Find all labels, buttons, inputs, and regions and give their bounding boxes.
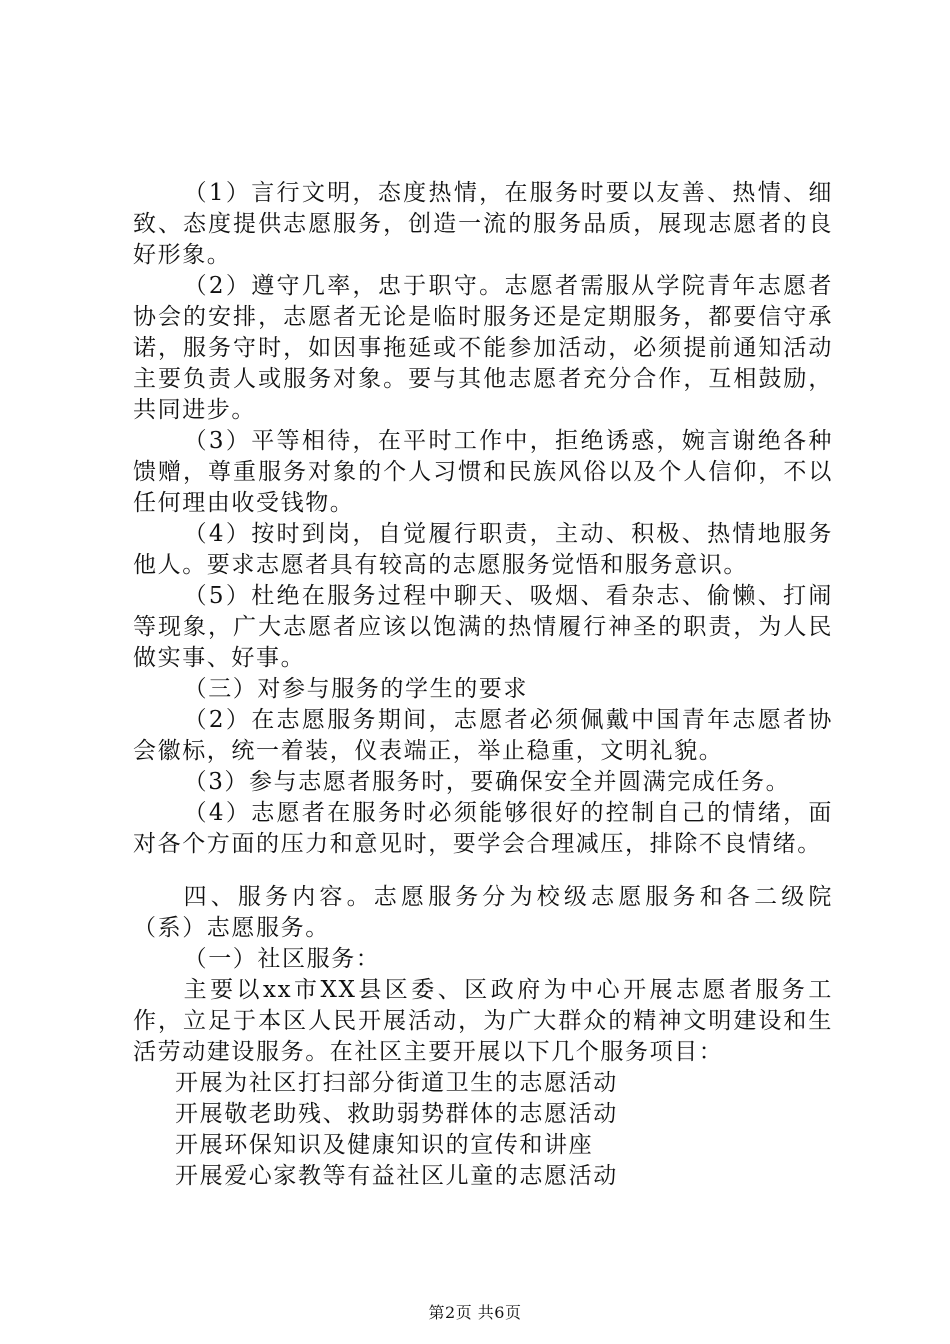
paragraph-3: （3）平等相待，在平时工作中，拒绝诱惑，婉言谢绝各种馈赠，尊重服务对象的个人习惯和民族风俗以及个人信仰，不以任何理由收受钱物。: [133, 428, 833, 516]
paragraph-4: （4）按时到岗，自觉履行职责，主动、积极、热情地服务他人。要求志愿者具有较高的志愿服务觉悟和服务意识。: [133, 521, 833, 578]
list-item: 开展爱心家教等有益社区儿童的志愿活动: [175, 1163, 618, 1189]
paragraph-6: （2）在志愿服务期间，志愿者必须佩戴中国青年志愿者协会徽标，统一着装，仪表端正，举止稳重，文明礼貌。: [133, 707, 833, 764]
paragraph-1: （1）言行文明，态度热情，在服务时要以友善、热情、细致、态度提供志愿服务，创造一流的服务品质，展现志愿者的良好形象。: [133, 180, 833, 268]
section-heading-service-content: 四、服务内容。志愿服务分为校级志愿服务和各二级院（系）志愿服务。: [133, 884, 833, 941]
paragraph-8: （4）志愿者在服务时必须能够很好的控制自己的情绪，面对各个方面的压力和意见时，要学会合理减压，排除不良情绪。: [133, 800, 833, 857]
list-item: 开展为社区打扫部分街道卫生的志愿活动: [175, 1070, 618, 1096]
section-gap: [133, 860, 833, 882]
list-item: 开展环保知识及健康知识的宣传和讲座: [175, 1132, 594, 1158]
list-item: 开展敬老助残、救助弱势群体的志愿活动: [175, 1101, 618, 1127]
paragraph-community: 主要以xx市XX县区委、区政府为中心开展志愿者服务工作，立足于本区人民开展活动，为广大群众的精神文明建设和生活劳动建设服务。在社区主要开展以下几个服务项目：: [133, 977, 833, 1065]
paragraph-7: （3）参与志愿者服务时，要确保安全并圆满完成任务。: [183, 769, 791, 795]
paragraph-5: （5）杜绝在服务过程中聊天、吸烟、看杂志、偷懒、打闹等现象，广大志愿者应该以饱满的热情履行神圣的职责，为人民做实事、好事。: [133, 583, 833, 671]
section-heading-students: （三）对参与服务的学生的要求: [183, 676, 528, 702]
page-footer: 第2页 共6页: [428, 1303, 522, 1322]
document-body: [133, 178, 833, 1192]
paragraph-2: （2）遵守几率，忠于职守。志愿者需服从学院青年志愿者协会的安排，志愿者无论是临时服务还是定期服务，都要信守承诺，服务守时，如因事拖延或不能参加活动，必须提前通知活动主要负责人或服务对象。要与其他志愿者充分合作，互相鼓励，共同进步。: [133, 273, 833, 423]
subsection-heading-community: （一）社区服务：: [183, 946, 381, 972]
